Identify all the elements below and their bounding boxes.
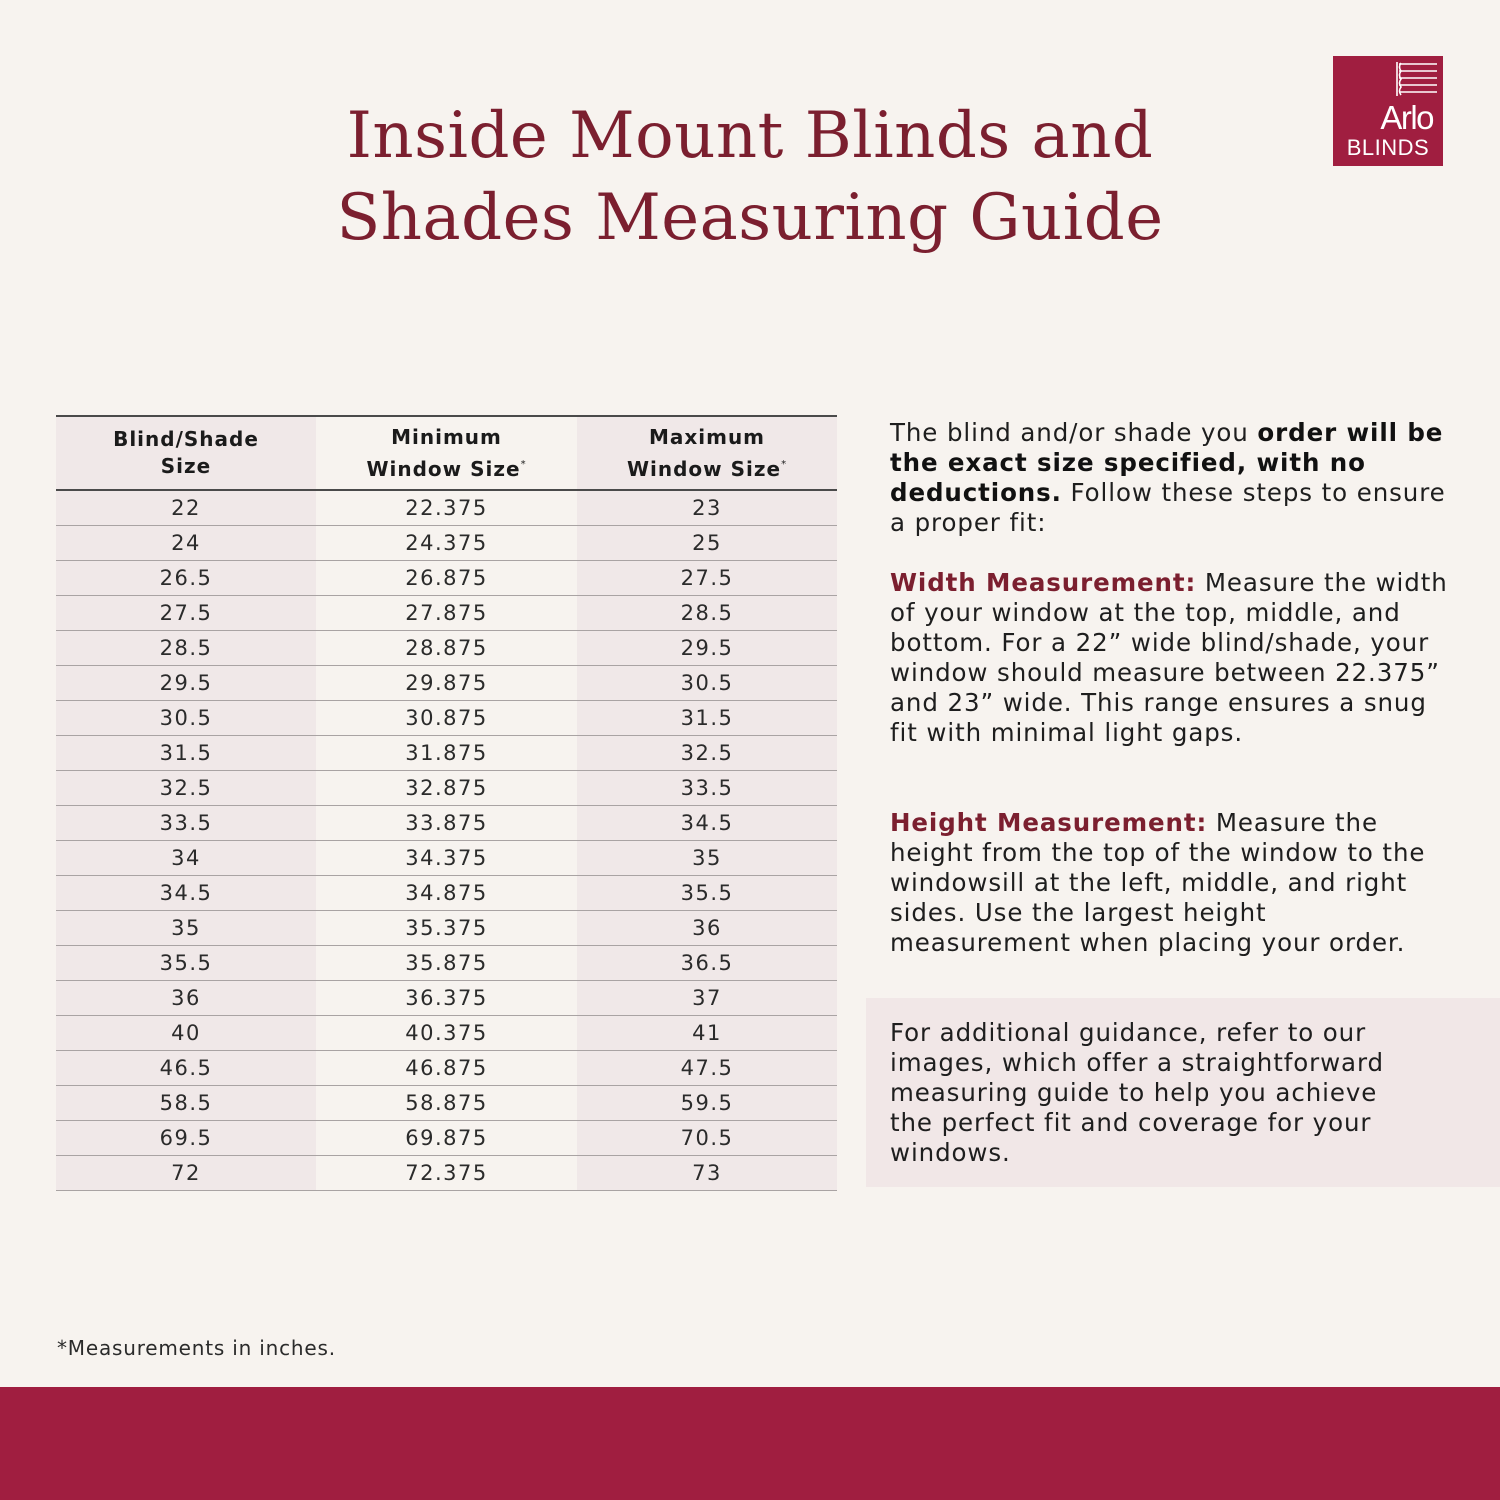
cell-max-window-size: 36.5 bbox=[577, 946, 837, 981]
arlo-blinds-logo bbox=[1333, 56, 1443, 166]
cell-blind-size: 33.5 bbox=[56, 806, 316, 841]
cell-blind-size: 58.5 bbox=[56, 1086, 316, 1121]
cell-min-window-size: 36.375 bbox=[316, 981, 577, 1016]
table-row bbox=[56, 631, 837, 666]
header-blind-shade-size: Blind/Shade Size bbox=[56, 416, 316, 490]
cell-min-window-size: 69.875 bbox=[316, 1121, 577, 1156]
cell-min-window-size: 58.875 bbox=[316, 1086, 577, 1121]
cell-min-window-size: 29.875 bbox=[316, 666, 577, 701]
header-maximum-window-size: Maximum Window Size* bbox=[577, 416, 837, 490]
cell-min-window-size: 27.875 bbox=[316, 596, 577, 631]
intro-paragraph: The blind and/or shade you order will be the exact size specified, with no deductions. Follow these steps to ensure a proper fit: bbox=[890, 418, 1446, 537]
cell-min-window-size: 32.875 bbox=[316, 771, 577, 806]
height-measurement-label: Height Measurement: bbox=[890, 808, 1208, 837]
table-row bbox=[56, 841, 837, 876]
footer-bar bbox=[0, 1387, 1500, 1500]
table-row bbox=[56, 1121, 837, 1156]
table-row bbox=[56, 596, 837, 631]
cell-max-window-size: 31.5 bbox=[577, 701, 837, 736]
table-row bbox=[56, 1051, 837, 1086]
blinds-icon bbox=[1395, 60, 1439, 100]
table-row bbox=[56, 526, 837, 561]
cell-min-window-size: 72.375 bbox=[316, 1156, 577, 1191]
cell-max-window-size: 59.5 bbox=[577, 1086, 837, 1121]
table-row bbox=[56, 911, 837, 946]
cell-max-window-size: 41 bbox=[577, 1016, 837, 1051]
cell-max-window-size: 27.5 bbox=[577, 561, 837, 596]
cell-min-window-size: 34.375 bbox=[316, 841, 577, 876]
cell-min-window-size: 35.375 bbox=[316, 911, 577, 946]
cell-blind-size: 26.5 bbox=[56, 561, 316, 596]
cell-max-window-size: 47.5 bbox=[577, 1051, 837, 1086]
table-row bbox=[56, 806, 837, 841]
width-measurement-paragraph: Width Measurement: Measure the width of your window at the top, middle, and bottom. For a 22” wide blind/shade, your window should measure between 22.375” and 23” wide. This range ensures a snug fit with minimal light gaps. bbox=[890, 568, 1448, 747]
guidance-text: For additional guidance, refer to our images, which offer a straightforward measuring guide to help you achieve the perfect fit and coverage for your windows. bbox=[890, 1018, 1384, 1167]
table-row bbox=[56, 1156, 837, 1191]
cell-blind-size: 72 bbox=[56, 1156, 316, 1191]
cell-blind-size: 30.5 bbox=[56, 701, 316, 736]
cell-blind-size: 28.5 bbox=[56, 631, 316, 666]
measurement-footnote: *Measurements in inches. bbox=[57, 1336, 336, 1360]
table-row bbox=[56, 981, 837, 1016]
width-measurement-label: Width Measurement: bbox=[890, 568, 1197, 597]
table-row bbox=[56, 876, 837, 911]
page-title bbox=[200, 95, 1300, 259]
cell-blind-size: 27.5 bbox=[56, 596, 316, 631]
guidance-box bbox=[866, 998, 1500, 1187]
cell-max-window-size: 36 bbox=[577, 911, 837, 946]
cell-blind-size: 32.5 bbox=[56, 771, 316, 806]
cell-max-window-size: 28.5 bbox=[577, 596, 837, 631]
table-row bbox=[56, 666, 837, 701]
table-row bbox=[56, 490, 837, 526]
title-line-2: Shades Measuring Guide bbox=[336, 181, 1164, 255]
cell-blind-size: 34.5 bbox=[56, 876, 316, 911]
cell-min-window-size: 35.875 bbox=[316, 946, 577, 981]
cell-min-window-size: 40.375 bbox=[316, 1016, 577, 1051]
cell-min-window-size: 30.875 bbox=[316, 701, 577, 736]
table-row bbox=[56, 946, 837, 981]
cell-blind-size: 40 bbox=[56, 1016, 316, 1051]
cell-blind-size: 46.5 bbox=[56, 1051, 316, 1086]
cell-max-window-size: 29.5 bbox=[577, 631, 837, 666]
cell-min-window-size: 26.875 bbox=[316, 561, 577, 596]
table-header-row bbox=[56, 416, 837, 490]
cell-max-window-size: 70.5 bbox=[577, 1121, 837, 1156]
table-row bbox=[56, 701, 837, 736]
cell-blind-size: 31.5 bbox=[56, 736, 316, 771]
cell-blind-size: 35.5 bbox=[56, 946, 316, 981]
cell-max-window-size: 30.5 bbox=[577, 666, 837, 701]
table-row bbox=[56, 736, 837, 771]
intro-emphasis: order will be the exact size specified, with no deductions. bbox=[890, 418, 1444, 507]
cell-blind-size: 35 bbox=[56, 911, 316, 946]
table-row bbox=[56, 771, 837, 806]
cell-min-window-size: 46.875 bbox=[316, 1051, 577, 1086]
cell-max-window-size: 32.5 bbox=[577, 736, 837, 771]
cell-blind-size: 36 bbox=[56, 981, 316, 1016]
size-table bbox=[56, 415, 837, 1191]
cell-blind-size: 69.5 bbox=[56, 1121, 316, 1156]
table-row bbox=[56, 1086, 837, 1121]
cell-blind-size: 29.5 bbox=[56, 666, 316, 701]
title-line-1: Inside Mount Blinds and bbox=[346, 99, 1154, 173]
cell-min-window-size: 24.375 bbox=[316, 526, 577, 561]
cell-min-window-size: 22.375 bbox=[316, 490, 577, 526]
logo-sub-text: BLINDS bbox=[1346, 135, 1430, 160]
logo-brand-text: Arlo bbox=[1380, 99, 1433, 136]
cell-max-window-size: 33.5 bbox=[577, 771, 837, 806]
header-minimum-window-size: Minimum Window Size* bbox=[316, 416, 577, 490]
cell-max-window-size: 23 bbox=[577, 490, 837, 526]
cell-max-window-size: 73 bbox=[577, 1156, 837, 1191]
cell-max-window-size: 37 bbox=[577, 981, 837, 1016]
cell-max-window-size: 34.5 bbox=[577, 806, 837, 841]
cell-max-window-size: 35.5 bbox=[577, 876, 837, 911]
cell-blind-size: 24 bbox=[56, 526, 316, 561]
cell-min-window-size: 28.875 bbox=[316, 631, 577, 666]
cell-max-window-size: 25 bbox=[577, 526, 837, 561]
height-measurement-paragraph: Height Measurement: Measure the height from the top of the window to the windowsill at the left, middle, and right sides. Use the largest height measurement when placing your order. bbox=[890, 808, 1426, 957]
cell-max-window-size: 35 bbox=[577, 841, 837, 876]
table-row bbox=[56, 1016, 837, 1051]
cell-min-window-size: 31.875 bbox=[316, 736, 577, 771]
table-row bbox=[56, 561, 837, 596]
cell-blind-size: 22 bbox=[56, 490, 316, 526]
cell-blind-size: 34 bbox=[56, 841, 316, 876]
cell-min-window-size: 34.875 bbox=[316, 876, 577, 911]
cell-min-window-size: 33.875 bbox=[316, 806, 577, 841]
